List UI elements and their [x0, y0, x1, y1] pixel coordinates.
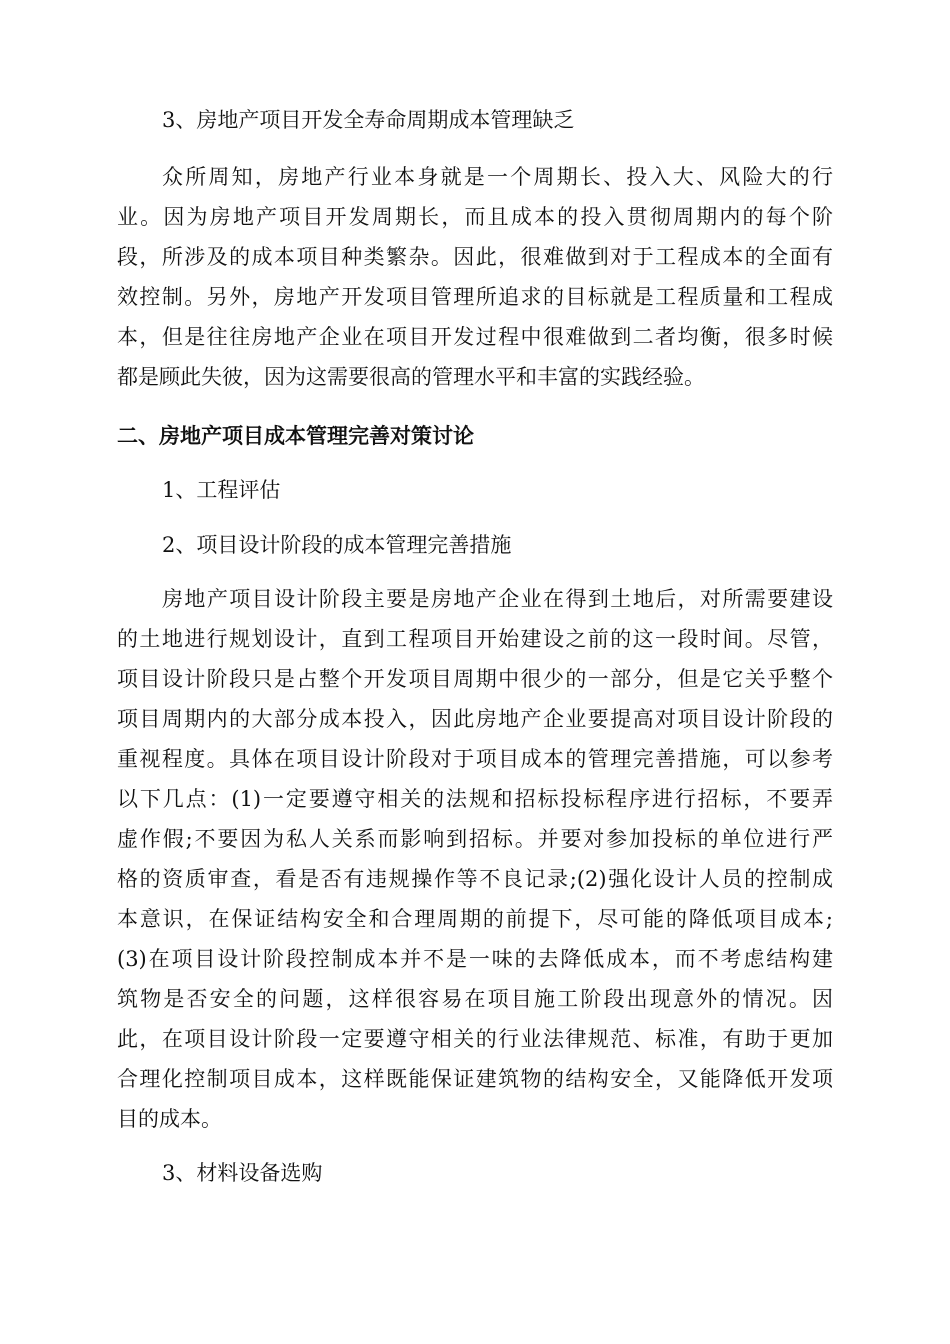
paragraph-line: 目的成本。	[117, 1107, 222, 1131]
paragraph-line: 段，所涉及的成本项目种类繁杂。因此，很难做到对于工程成本的全面有	[117, 245, 833, 269]
chapter-2-heading: 二、房地产项目成本管理完善对策讨论	[117, 423, 474, 448]
paragraph-line: 项目周期内的大部分成本投入，因此房地产企业要提高对项目设计阶段的	[117, 707, 833, 731]
paragraph-line: 效控制。另外，房地产开发项目管理所追求的目标就是工程质量和工程成	[117, 285, 833, 309]
paragraph-line: 本意识，在保证结构安全和合理周期的前提下，尽可能的降低项目成本;	[117, 907, 833, 931]
item-2-title: 2、项目设计阶段的成本管理完善措施	[162, 533, 512, 557]
paragraph-line: 筑物是否安全的问题，这样很容易在项目施工阶段出现意外的情况。因	[117, 987, 833, 1011]
document-body	[117, 100, 833, 1193]
paragraph-design-stage	[117, 579, 833, 1139]
paragraph-line: 众所周知，房地产行业本身就是一个周期长、投入大、风险大的行	[162, 165, 833, 189]
paragraph-line: (3)在项目设计阶段控制成本并不是一味的去降低成本，而不考虑结构建	[117, 947, 833, 971]
paragraph-line: 的土地进行规划设计，直到工程项目开始建设之前的这一段时间。尽管，	[117, 627, 833, 651]
paragraph-line: 重视程度。具体在项目设计阶段对于项目成本的管理完善措施，可以参考	[117, 747, 833, 771]
item-1-title: 1、工程评估	[162, 478, 281, 502]
paragraph-line: 格的资质审查，看是否有违规操作等不良记录;(2)强化设计人员的控制成	[117, 867, 833, 891]
paragraph-line: 项目设计阶段只是占整个开发项目周期中很少的一部分，但是它关乎整个	[117, 667, 833, 691]
paragraph-line: 以下几点：(1)一定要遵守相关的法规和招标投标程序进行招标，不要弄	[117, 787, 833, 811]
paragraph-line: 此，在项目设计阶段一定要遵守相关的行业法律规范、标准，有助于更加	[117, 1027, 833, 1051]
paragraph-line: 合理化控制项目成本，这样既能保证建筑物的结构安全，又能降低开发项	[117, 1067, 833, 1091]
paragraph-line: 房地产项目设计阶段主要是房地产企业在得到土地后，对所需要建设	[162, 587, 833, 611]
paragraph-line: 本，但是往往房地产企业在项目开发过程中很难做到二者均衡，很多时候	[117, 325, 833, 349]
section-3-title: 3、房地产项目开发全寿命周期成本管理缺乏	[162, 108, 575, 132]
paragraph-line: 业。因为房地产项目开发周期长，而且成本的投入贯彻周期内的每个阶	[117, 205, 833, 229]
paragraph-line: 虚作假;不要因为私人关系而影响到招标。并要对参加投标的单位进行严	[117, 827, 833, 851]
paragraph-line: 都是顾此失彼，因为这需要很高的管理水平和丰富的实践经验。	[117, 365, 705, 389]
paragraph-industry-overview	[117, 157, 833, 397]
item-3-title: 3、材料设备选购	[162, 1161, 323, 1185]
